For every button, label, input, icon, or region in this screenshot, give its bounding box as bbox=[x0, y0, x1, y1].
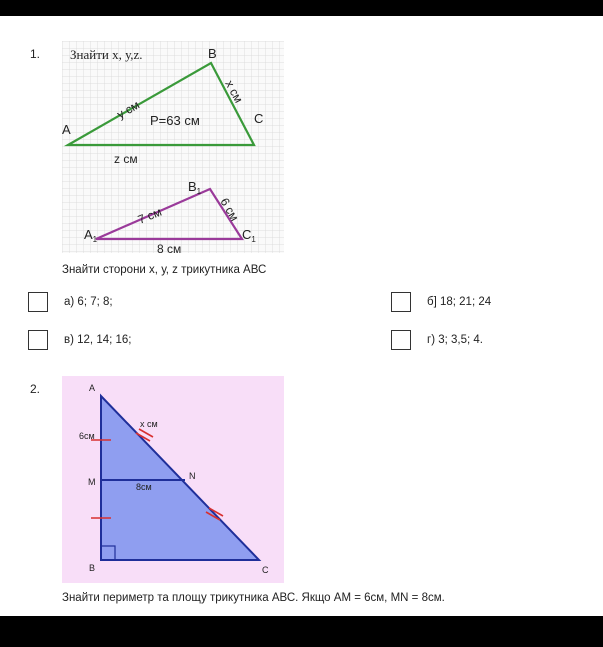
answer-option-a[interactable] bbox=[28, 292, 113, 312]
vertex-c1-label: $C_1$ bbox=[242, 227, 256, 244]
point-m-label: M bbox=[88, 477, 96, 487]
mn-length-label: 8см bbox=[136, 482, 152, 492]
triangles-diagram bbox=[62, 41, 284, 253]
side-6cm-label: 6 см bbox=[217, 195, 242, 224]
side-8cm-label: 8 см bbox=[157, 242, 182, 253]
vertex-b-label: B bbox=[208, 46, 217, 61]
vertex-a-label: A bbox=[89, 383, 96, 393]
figure-title: Знайти х, у,z. bbox=[70, 47, 143, 62]
point-n-label: N bbox=[189, 471, 196, 481]
option-a-label: а) 6; 7; 8; bbox=[64, 296, 113, 308]
worksheet-page bbox=[0, 16, 603, 616]
checkbox-d[interactable] bbox=[391, 330, 411, 350]
vertex-c-label: C bbox=[254, 111, 264, 126]
vertex-a1-label: $A_1$ bbox=[84, 227, 98, 244]
side-7cm-label: 7 см bbox=[135, 204, 164, 227]
vertex-b1-label: $B_1$ bbox=[188, 179, 202, 196]
vertex-c-label: C bbox=[262, 565, 269, 575]
question-1-figure bbox=[62, 41, 284, 258]
am-length-label: 6см bbox=[79, 431, 95, 441]
side-x-label: х см bbox=[222, 77, 246, 106]
question-1-caption: Знайти сторони х, у, z трикутника АВС bbox=[62, 264, 267, 276]
grid-lines bbox=[62, 41, 284, 253]
question-2-number: 2. bbox=[30, 382, 41, 396]
question-2-caption: Знайти периметр та площу трикутника АВС. Якщо АМ = 6см, МN = 8см. bbox=[62, 592, 445, 604]
checkbox-c[interactable] bbox=[28, 330, 48, 350]
perimeter-label: Р=63 см bbox=[150, 113, 200, 128]
side-y-label: у см bbox=[114, 97, 142, 122]
option-c-label: в) 12, 14; 16; bbox=[64, 334, 132, 346]
an-length-label: х см bbox=[140, 419, 158, 429]
vertex-b-label: B bbox=[89, 563, 96, 573]
option-b-label: б] 18; 21; 24 bbox=[427, 296, 492, 308]
checkbox-a[interactable] bbox=[28, 292, 48, 312]
right-triangle-diagram bbox=[62, 376, 284, 583]
answer-option-d[interactable] bbox=[391, 330, 483, 350]
option-d-label: г) 3; 3,5; 4. bbox=[427, 334, 483, 346]
answer-option-b[interactable] bbox=[391, 292, 491, 312]
question-2-figure bbox=[62, 376, 284, 588]
side-z-label: z см bbox=[114, 152, 138, 166]
question-1-number: 1. bbox=[30, 47, 41, 61]
answer-option-c[interactable] bbox=[28, 330, 131, 350]
checkbox-b[interactable] bbox=[391, 292, 411, 312]
vertex-a-label: A bbox=[62, 122, 71, 137]
